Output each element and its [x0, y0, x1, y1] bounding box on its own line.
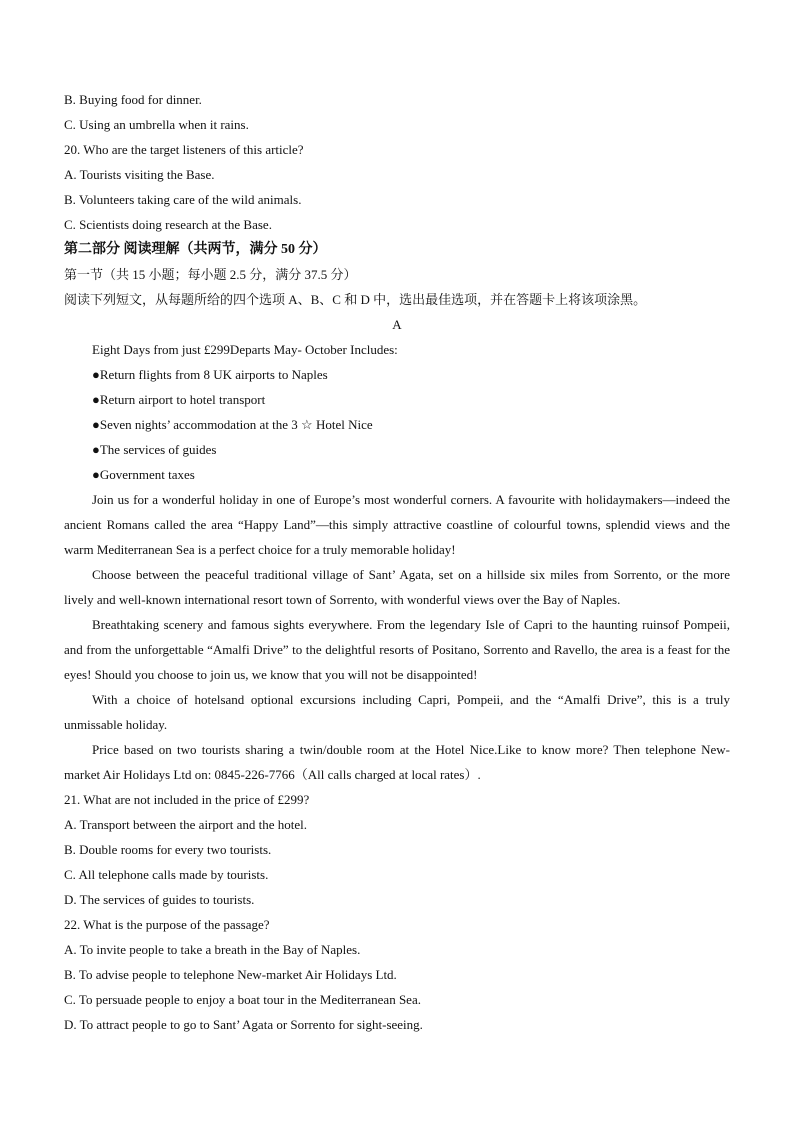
q21-option-a: A. Transport between the airport and the hotel. — [64, 817, 307, 832]
q21-option-d: D. The services of guides to tourists. — [64, 892, 255, 907]
list-item: ●The services of guides — [92, 442, 217, 457]
q22-option-d: D. To attract people to go to Sant’ Agata or Sorrento for sight-seeing. — [64, 1017, 423, 1032]
subsection-title: 第一节（共 15 小题；每小题 2.5 分，满分 37.5 分） — [64, 267, 357, 282]
paragraph-3: Breathtaking scenery and famous sights everywhere. From the legendary Isle of Capri to the haunting ruinsof Pompeii, and from the unforgettable “Amalfi Drive” to the delightful resorts of Positano, Sorrento and Ravello, the area is a feast for the eyes! Should you choose to join us, we know that you will not be disappointed! — [64, 617, 730, 682]
q22-stem: 22. What is the purpose of the passage? — [64, 917, 270, 932]
q20-option-b: B. Volunteers taking care of the wild animals. — [64, 192, 302, 207]
passage-label: A — [392, 317, 402, 332]
list-item: ●Return airport to hotel transport — [92, 392, 266, 407]
list-item: ●Seven nights’ accommodation at the 3 ☆ Hotel Nice — [92, 417, 373, 432]
instructions: 阅读下列短文，从每题所给的四个选项 A、B、C 和 D 中，选出最佳选项，并在答题卡上将该项涂黑。 — [64, 292, 647, 307]
q22-option-b: B. To advise people to telephone New-market Air Holidays Ltd. — [64, 967, 397, 982]
ad-header: Eight Days from just £299Departs May- October Includes: — [92, 342, 398, 357]
q19-option-c: C. Using an umbrella when it rains. — [64, 117, 249, 132]
list-item: ●Return flights from 8 UK airports to Naples — [92, 367, 328, 382]
q21-option-b: B. Double rooms for every two tourists. — [64, 842, 272, 857]
q21-stem: 21. What are not included in the price of £299? — [64, 792, 310, 807]
q22-option-c: C. To persuade people to enjoy a boat tour in the Mediterranean Sea. — [64, 992, 421, 1007]
q22-option-a: A. To invite people to take a breath in the Bay of Naples. — [64, 942, 361, 957]
q19-option-b: B. Buying food for dinner. — [64, 92, 202, 107]
paragraph-1: Join us for a wonderful holiday in one of Europe’s most wonderful corners. A favourite with holidaymakers—indeed the ancient Romans called the area “Happy Land”—this simply attractive coastline of colourful towns, splendid views and the warm Mediterranean Sea is a perfect choice for a truly memorable holiday! — [64, 492, 730, 557]
q20-stem: 20. Who are the target listeners of this article? — [64, 142, 304, 157]
includes-list — [64, 362, 730, 487]
list-item: ●Government taxes — [92, 467, 195, 482]
paragraph-5: Price based on two tourists sharing a twin/double room at the Hotel Nice.Like to know more? Then telephone New-market Air Holidays Ltd on: 0845-226-7766（All calls charged at local rates）. — [64, 742, 730, 782]
paragraph-4: With a choice of hotelsand optional excursions including Capri, Pompeii, and the “Amalfi Drive”, this is a truly unmissable holiday. — [64, 692, 730, 732]
paragraph-2: Choose between the peaceful traditional village of Sant’ Agata, set on a hillside six miles from Sorrento, or the more lively and well-known international resort town of Sorrento, with wonderful views over the Bay of Naples. — [64, 567, 730, 607]
q20-option-a: A. Tourists visiting the Base. — [64, 167, 215, 182]
part-title: 第二部分 阅读理解（共两节，满分 50 分） — [64, 242, 327, 257]
exam-page — [64, 87, 730, 1037]
q21-option-c: C. All telephone calls made by tourists. — [64, 867, 269, 882]
q20-option-c: C. Scientists doing research at the Base. — [64, 217, 272, 232]
